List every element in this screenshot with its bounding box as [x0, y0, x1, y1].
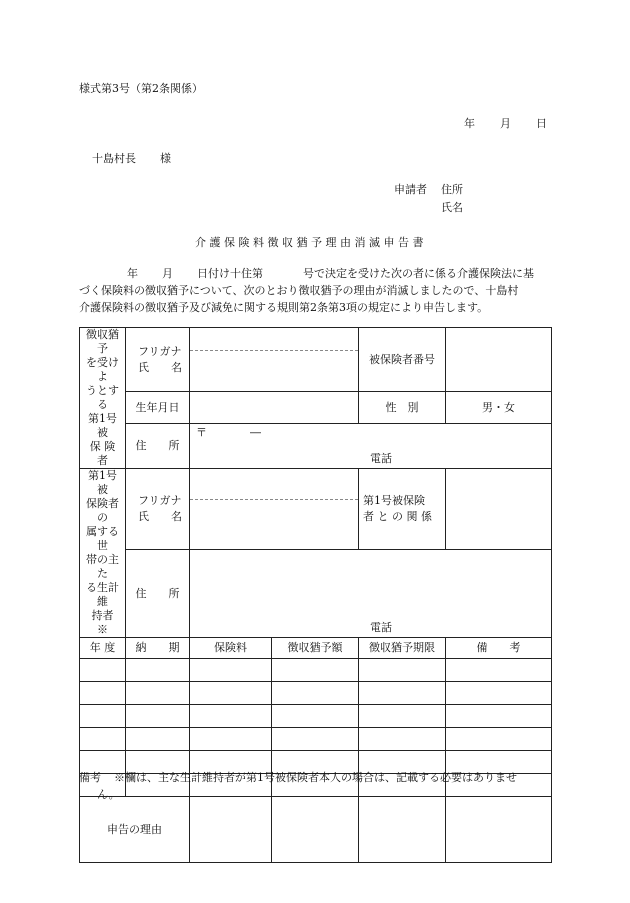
section1-label-line: を受けよ [86, 356, 119, 383]
cell[interactable] [446, 728, 552, 751]
cell[interactable] [359, 705, 446, 728]
reason-field[interactable] [446, 797, 552, 863]
section2-address-field[interactable] [190, 550, 552, 638]
header-remarks: 備 考 [446, 638, 552, 659]
cell[interactable] [80, 728, 126, 751]
note-line2: ん。 [97, 788, 120, 801]
cell[interactable] [359, 659, 446, 682]
date-month-label: 月 [500, 117, 511, 130]
relation-label [359, 469, 446, 550]
cell[interactable] [190, 728, 272, 751]
section2-name-field[interactable] [190, 469, 359, 550]
header-due: 納 期 [126, 638, 190, 659]
cell[interactable] [80, 682, 126, 705]
section1-label [80, 328, 126, 469]
header-deferral-deadline: 徴収猶予期限 [359, 638, 446, 659]
reason-field[interactable] [272, 797, 359, 863]
section2-label-line: る生計維 [86, 581, 119, 608]
insured-number-field[interactable] [446, 328, 552, 392]
section1-name-label: 氏 名 [138, 360, 182, 374]
section1-address-field[interactable] [190, 424, 552, 469]
table-row [80, 682, 552, 705]
section2-label-line: 属する世 [86, 525, 119, 552]
note-line1: ※欄は、主な生計維持者が第1号被保険者本人の場合は、記載する必要はありませ [114, 771, 517, 784]
table-row [80, 728, 552, 751]
body-line1-mid: 日付け十住第 [197, 267, 263, 280]
cell[interactable] [190, 705, 272, 728]
body-line2: づく保険料の徴収猶予について、次のとおり徴収猶予の理由が消滅しましたので、十島村 [79, 284, 519, 297]
insured-number-label: 被保険者番号 [359, 328, 446, 392]
body-line3: 介護保険料の徴収猶予及び減免に関する規則第2条第3項の規定により申告します。 [79, 301, 489, 314]
section1-label-line: 保 険 者 [89, 440, 116, 467]
header-year: 年 度 [80, 638, 126, 659]
section1-address-label: 住 所 [126, 424, 190, 469]
addressee-name: 十島村長 [92, 152, 136, 165]
section2-label-line: 第1号被 [88, 469, 117, 496]
note-prefix: 備考 [79, 771, 101, 784]
applicant-label: 申請者 [394, 183, 427, 196]
postal-mark: 〒 [196, 426, 207, 440]
cell[interactable] [359, 682, 446, 705]
cell[interactable] [126, 659, 190, 682]
cell[interactable] [80, 705, 126, 728]
section1-label-line: 第1号被 [88, 412, 117, 439]
applicant-address-label: 住所 [441, 183, 463, 196]
section1-label-line: 徴収猶予 [86, 328, 119, 355]
cell[interactable] [359, 728, 446, 751]
body-line1-rest: 号で決定を受けた次の者に係る介護保険法に基 [303, 267, 534, 280]
form-number: 様式第3号（第2条関係） [79, 82, 203, 95]
sex-label: 性 別 [359, 392, 446, 424]
cell[interactable] [80, 659, 126, 682]
section2-name-label: 氏 名 [138, 510, 182, 524]
section2-phone-label: 電話 [370, 621, 392, 634]
birthdate-field[interactable] [190, 392, 359, 424]
relation-label-line: 第1号被保険 [363, 494, 425, 508]
section2-name-label-cell [126, 469, 190, 550]
header-deferral-amount: 徴収猶予額 [272, 638, 359, 659]
section2-furigana-label: フリガナ [138, 494, 182, 508]
cell[interactable] [446, 682, 552, 705]
body-month: 月 [162, 267, 173, 280]
relation-field[interactable] [446, 469, 552, 550]
section1-label-line: うとする [86, 384, 119, 411]
section2-label [80, 469, 126, 638]
birthdate-label: 生年月日 [126, 392, 190, 424]
reason-field[interactable] [359, 797, 446, 863]
applicant-name-label: 氏名 [441, 201, 463, 214]
reason-label: 申告の理由 [80, 797, 190, 863]
section2-label-line: 保険者の [86, 497, 119, 524]
header-premium: 保険料 [190, 638, 272, 659]
section1-furigana-label: フリガナ [138, 344, 182, 358]
cell[interactable] [126, 705, 190, 728]
section1-phone-label: 電話 [370, 452, 392, 465]
section1-name-label-cell [126, 328, 190, 392]
section2-address-label: 住 所 [126, 550, 190, 638]
cell[interactable] [446, 705, 552, 728]
section2-label-line: 帯の主た [86, 553, 119, 580]
relation-label-line: 者 と の 関 係 [363, 510, 432, 524]
cell[interactable] [190, 682, 272, 705]
cell[interactable] [446, 659, 552, 682]
cell[interactable] [272, 705, 359, 728]
cell[interactable] [272, 659, 359, 682]
cell[interactable] [190, 659, 272, 682]
cell[interactable] [126, 682, 190, 705]
section1-name-field[interactable] [190, 328, 359, 392]
cell[interactable] [272, 682, 359, 705]
table-row [80, 659, 552, 682]
section2-label-line: 持者 ※ [91, 609, 125, 636]
sex-value[interactable]: 男・女 [446, 392, 552, 424]
document-title: 介 護 保 険 料 徴 収 猶 予 理 由 消 滅 申 告 書 [195, 236, 424, 249]
cell[interactable] [272, 728, 359, 751]
table-row [80, 705, 552, 728]
postal-dash: ― [250, 426, 261, 440]
date-year-label: 年 [464, 117, 475, 130]
cell[interactable] [126, 728, 190, 751]
body-year: 年 [127, 267, 138, 280]
addressee-honorific: 様 [160, 152, 171, 165]
reason-field[interactable] [190, 797, 272, 863]
date-day-label: 日 [536, 117, 547, 130]
